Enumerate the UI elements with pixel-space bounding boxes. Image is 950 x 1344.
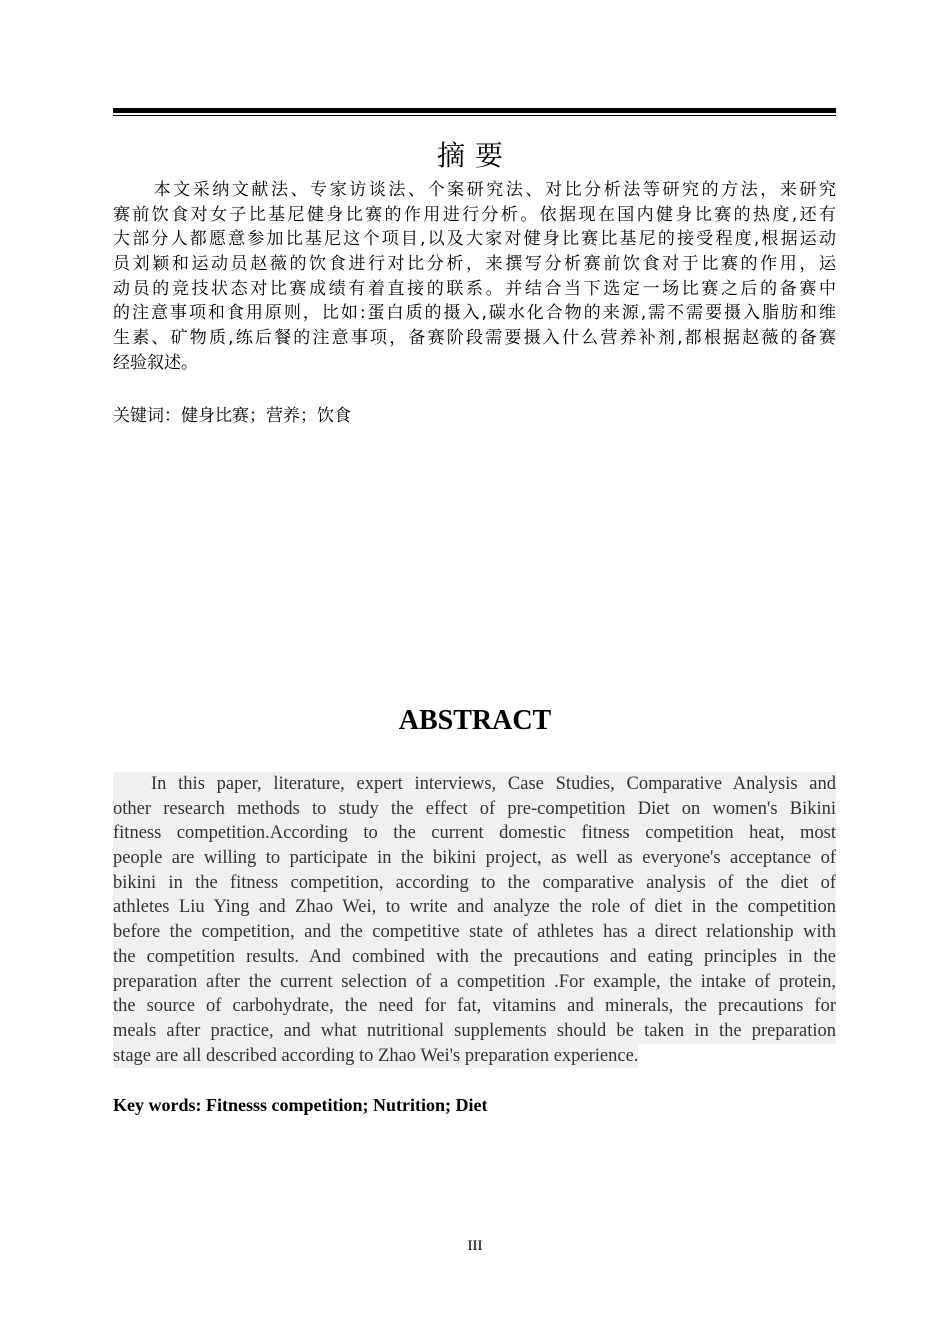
- text-line: 本文采纳文献法、专家访谈法、个案研究法、对比分析法等研究的方法，来研究: [151, 180, 836, 200]
- text-line: fitness competition.According to the current domestic fitness competition heat, most: [113, 821, 836, 846]
- text-line: 动员的竞技状态对比赛成绩有着直接的联系。并结合当下选定一场比赛之后的备赛中: [113, 278, 836, 299]
- header-rule-thin: [113, 115, 836, 116]
- english-abstract-body: [113, 772, 836, 1068]
- text-line: other research methods to study the effect of pre-competition Diet on women's Bikini: [113, 797, 836, 822]
- header-rule-thick: [113, 108, 836, 113]
- text-line: 大部分人都愿意参加比基尼这个项目,以及大家对健身比赛比基尼的接受程度,根据运动: [113, 229, 836, 250]
- text-line: meals after practice, and what nutritional supplements should be taken in the preparation: [113, 1019, 836, 1044]
- text-line: the competition results. And combined with the precautions and eating principles in the: [113, 945, 836, 970]
- text-line: bikini in the fitness competition, according to the comparative analysis of the diet of: [113, 871, 836, 896]
- text-line: In this paper, literature, expert interviews, Case Studies, Comparative Analysis and: [113, 772, 836, 797]
- chinese-abstract-body: [113, 178, 836, 376]
- text-line: 员刘颖和运动员赵薇的饮食进行对比分析，来撰写分析赛前饮食对于比赛的作用，运: [113, 254, 836, 275]
- text-line: before the competition, and the competitive state of athletes has a direct relationship with: [113, 920, 836, 945]
- text-line: 赛前饮食对女子比基尼健身比赛的作用进行分析。依据现在国内健身比赛的热度,还有: [113, 204, 836, 225]
- text-line: athletes Liu Ying and Zhao Wei, to write and analyze the role of diet in the competition: [113, 895, 836, 920]
- text-line: 的注意事项和食用原则，比如:蛋白质的摄入,碳水化合物的来源,需不需要摄入脂肪和维: [113, 303, 836, 324]
- text-line: 经验叙述。: [113, 352, 198, 373]
- page-number: III: [467, 1238, 483, 1254]
- english-keywords: Key words: Fitnesss competition; Nutrition; Diet: [113, 1095, 488, 1115]
- text-line: stage are all described according to Zhao Wei's preparation experience.: [113, 1044, 638, 1069]
- text-line: preparation after the current selection of a competition .For example, the intake of protein,: [113, 970, 836, 995]
- chinese-abstract-title: 摘要: [436, 139, 513, 172]
- text-line: the source of carbohydrate, the need for fat, vitamins and minerals, the precautions for: [113, 994, 836, 1019]
- english-abstract-title: ABSTRACT: [398, 705, 552, 736]
- text-line: people are willing to participate in the bikini project, as well as everyone's acceptance of: [113, 846, 836, 871]
- chinese-keywords: 关键词：健身比赛；营养；饮食: [113, 406, 351, 426]
- text-line: 生素、矿物质,练后餐的注意事项，备赛阶段需要摄入什么营养补剂,都根据赵薇的备赛: [113, 328, 836, 349]
